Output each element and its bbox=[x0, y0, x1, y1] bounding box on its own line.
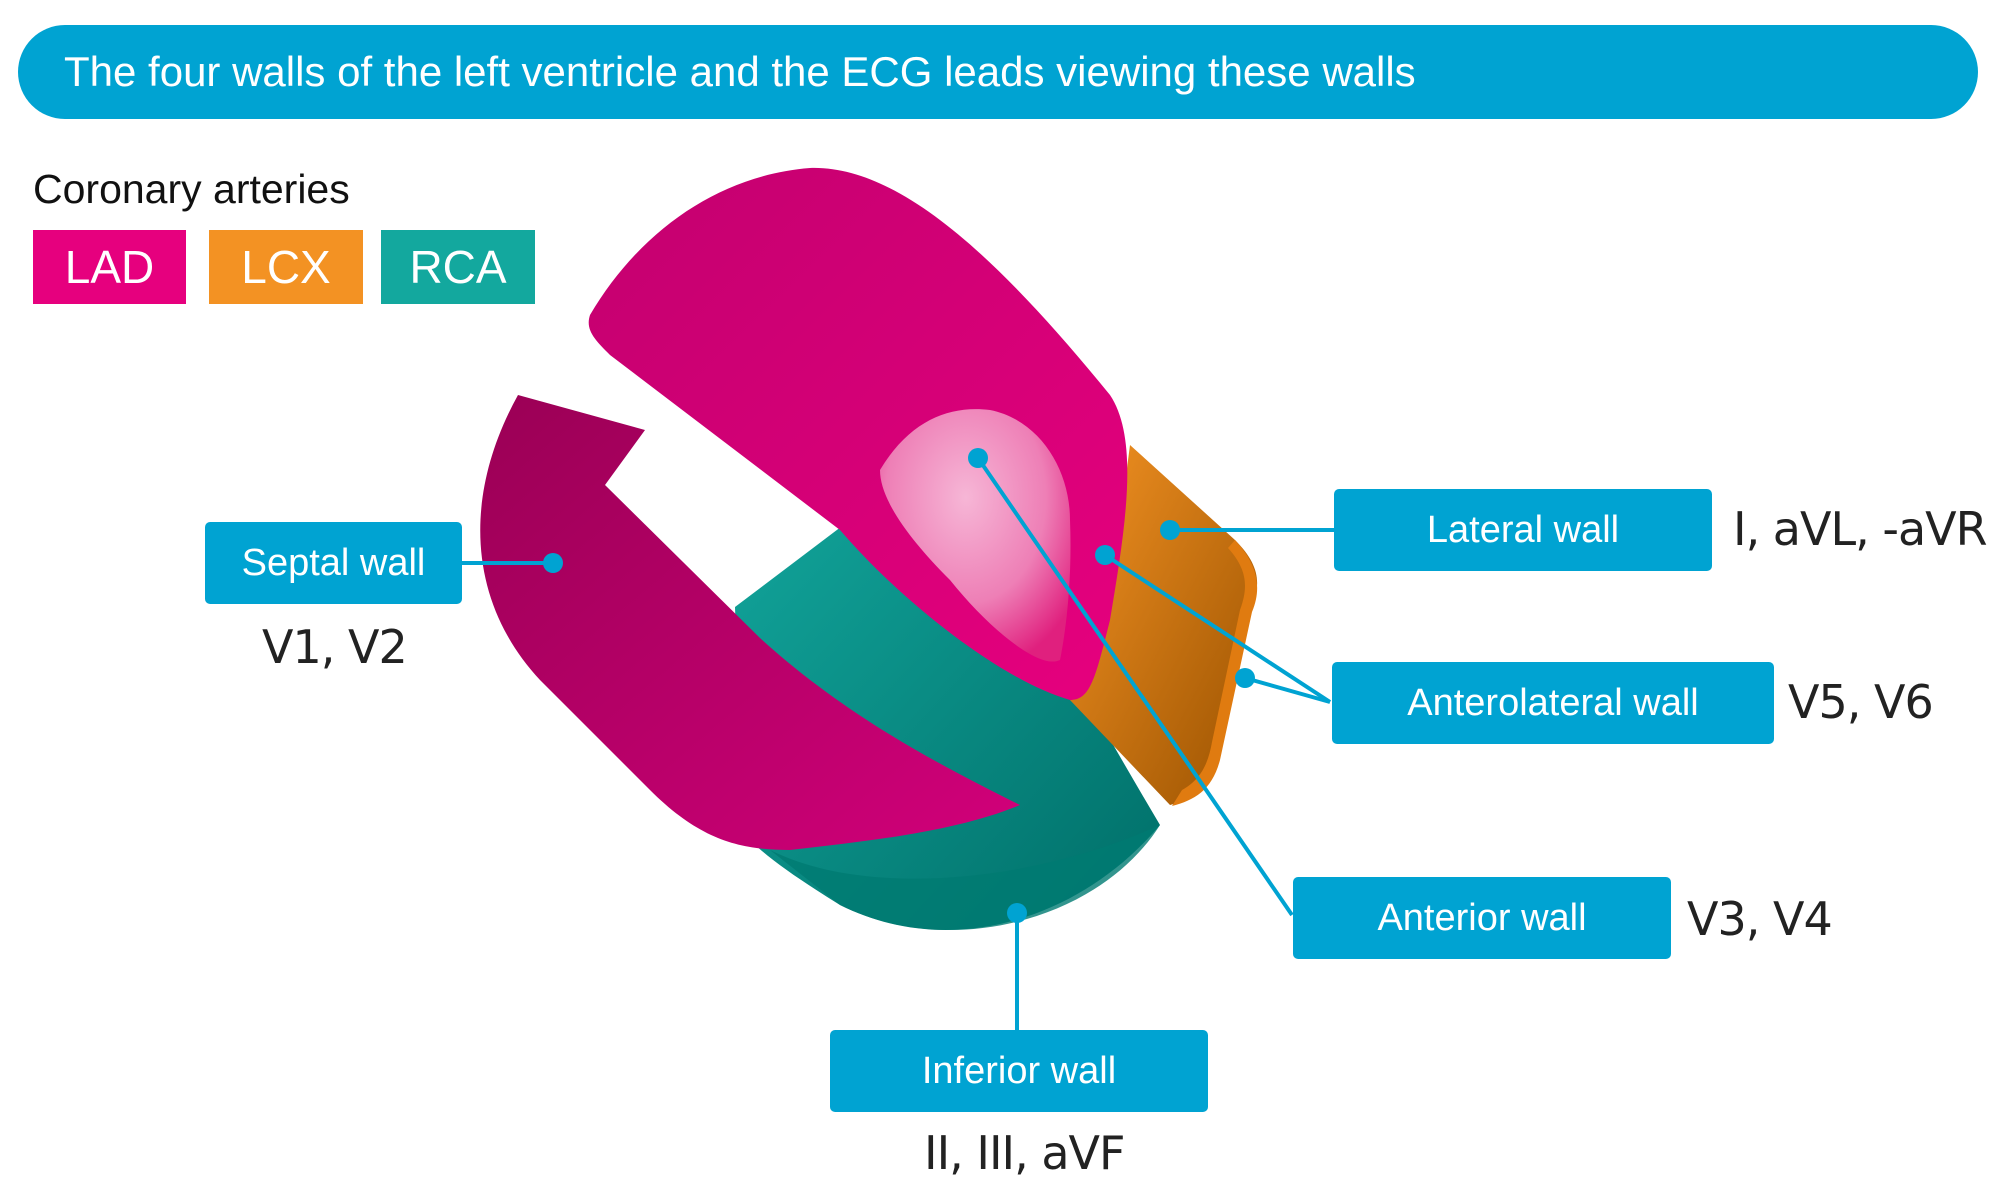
anterolateral-dot-2 bbox=[1235, 668, 1255, 688]
diagram-title: The four walls of the left ventricle and the ECG leads viewing these walls bbox=[64, 48, 1416, 95]
septal-leads: V1, V2 bbox=[262, 620, 407, 674]
legend-lad: LAD bbox=[33, 230, 186, 304]
legend-rca: RCA bbox=[381, 230, 535, 304]
inferior-dot bbox=[1007, 903, 1027, 923]
lateral-dot bbox=[1160, 520, 1180, 540]
anterior-dot bbox=[968, 448, 988, 468]
anterolateral-wall-label: Anterolateral wall bbox=[1332, 662, 1774, 744]
inferior-wall-label: Inferior wall bbox=[830, 1030, 1208, 1112]
anterolateral-leads: V5, V6 bbox=[1788, 675, 1933, 729]
lateral-leads: I, aVL, -aVR bbox=[1733, 502, 1987, 556]
inferior-leads: II, III, aVF bbox=[924, 1126, 1125, 1180]
lateral-wall-label: Lateral wall bbox=[1334, 489, 1712, 571]
septal-wall-label: Septal wall bbox=[205, 522, 462, 604]
legend-title: Coronary arteries bbox=[33, 166, 350, 212]
legend-lcx: LCX bbox=[209, 230, 363, 304]
anterolateral-leader-2 bbox=[1245, 678, 1330, 702]
septal-dot bbox=[543, 553, 563, 573]
anterior-wall-label: Anterior wall bbox=[1293, 877, 1671, 959]
anterolateral-dot-1 bbox=[1095, 545, 1115, 565]
anterior-leads: V3, V4 bbox=[1687, 892, 1832, 946]
